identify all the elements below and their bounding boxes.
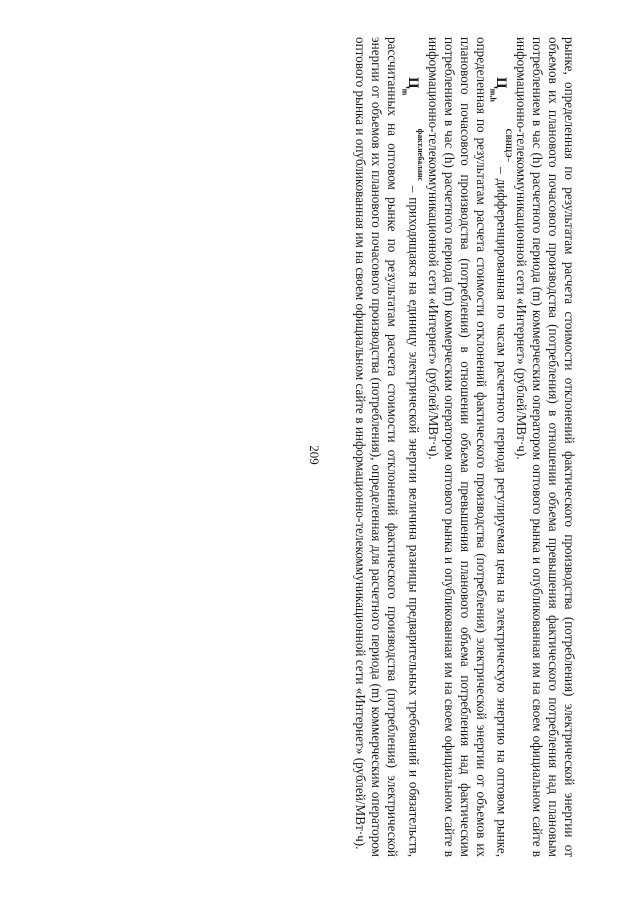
page-number-text: 209 xyxy=(307,445,322,465)
paragraph-2-text: – дифференцированная по часам расчетного периода регулируемая цена на электрическую энергию на оптовом рынке, определенная по результатам расчета стоимости отклонений фактического производства (потребления) электрической энергии от объемов их планового почасового производства (потребления) в отношении объема превышения планового объема потребления над фактическим потреблением в час (h) расчетного периода (m) коммерческим оператором оптового рынка и опубликованная им на своем официальном сайте в информационно-телекоммуникационной сети «Интернет» (рублей/МВт·ч). xyxy=(425,37,510,857)
price-symbol-svnce: $Ц^{СВНЦЭ-}$ $_{m,h}$ xyxy=(488,77,513,163)
paragraph-3 xyxy=(353,37,425,857)
document-body xyxy=(27,37,577,857)
paragraph-2 xyxy=(425,37,513,857)
paragraph-1: рынке, определенная по результатам расчета стоимости отклонений фактического производства (потребления) электрической энергии от объемов их планового почасового производства (потребления) в отношении объема превышения фактического потребления над плановым потреблением в час (h) расчетного периода (m) коммерческим оператором оптового рынка и опубликованная им на своем официальном сайте в информационно-телекоммуникационной сети «Интернет» (рублей/МВт·ч). xyxy=(514,37,577,857)
price-symbol-imbalance: $Ц^{факт.небаланс}$ $_m$ xyxy=(400,77,425,182)
paragraph-3-text: – приходящаяся на единицу электрической энергии величина разницы предварительных требований и обязательств, рассчитанных на оптовом рынке по результатам расчета стоимости отклонений фактического производства (потребления) электрической энергии от объемов их планового почасового производства (потребления), определенная для расчетного периода (m) коммерческим оператором оптового рынка и опубликованная им на своем официальном сайте в информационно-телекоммуникационной сети «Интернет» (рублей/МВт·ч). xyxy=(353,37,422,857)
